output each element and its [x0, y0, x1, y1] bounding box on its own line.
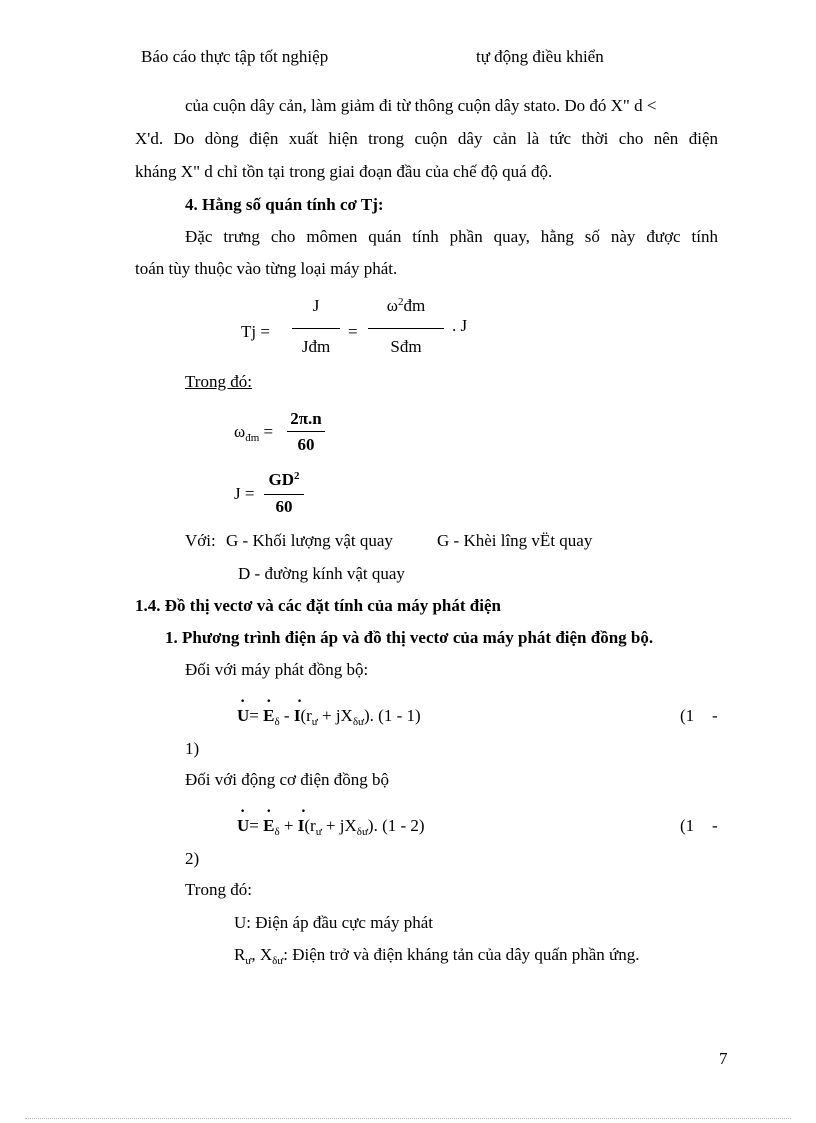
equation-1-1-number-b: -	[712, 706, 718, 725]
equation-1-1: · $U= \cdot E_\delta$ - · $I(r_ư + jX_{\delta ư})$. (1 - 1)	[237, 706, 421, 728]
heading-voltage-equation: 1. Phương trình điện áp và đồ thị vectơ của máy phát điện đồng bộ.	[165, 628, 654, 647]
trong-do-label-2: Trong đó:	[185, 880, 252, 899]
formula-tj-lhs: Tj =	[241, 322, 270, 341]
doi-voi-dong-co: Đối với động cơ điện đồng bộ	[185, 770, 390, 789]
formula-tj-den1: Jđm	[301, 337, 331, 356]
u-definition: U: Điện áp đầu cực máy phát	[234, 913, 433, 932]
formula-j-lhs: J =	[234, 484, 255, 503]
para1-line1: của cuộn dây cản, làm giảm đi từ thông cuộn dây stato. Do đó X" d <	[185, 96, 657, 115]
formula-j-den: 60	[275, 497, 293, 516]
para1-line3: kháng X" d chỉ tồn tại trong giai đoạn đầu của chế độ quá độ.	[135, 162, 553, 181]
doi-voi-may-phat: Đối với máy phát đồng bộ:	[185, 660, 369, 679]
heading-inertia-constant: 4. Hằng số quán tính cơ Tj:	[185, 195, 384, 214]
g-definition-garbled: G - Khèi lîng vËt quay	[437, 531, 593, 550]
formula-tj-tail: . J	[452, 316, 468, 335]
formula-omega-num: 2π.n	[290, 409, 322, 428]
page-number: 7	[719, 1049, 728, 1068]
formula-j-fracline	[264, 494, 304, 495]
equation-1-1-number-a: (1	[680, 706, 695, 725]
equation-1-2: · $U= \cdot E_\delta$ + · $I(r_ư + jX_{\delta ư})$. (1 - 2)	[237, 816, 425, 838]
header-left: Báo cáo thực tập tốt nghiệp	[141, 47, 329, 66]
formula-omega-den: 60	[297, 435, 315, 454]
header-right: tự động điều khiển	[476, 47, 604, 66]
formula-tj-num2: $\omega^2đm$	[386, 296, 426, 315]
footer-rule	[25, 1118, 791, 1119]
equation-1-2-number-a: (1	[680, 816, 695, 835]
formula-tj-eq: =	[348, 322, 358, 341]
para1-line2: X'd. Do dòng điện xuất hiện trong cuộn dây cản là tức thời cho nên điện	[135, 129, 718, 148]
trong-do-label-1: Trong đó:	[185, 372, 252, 391]
equation-1-2-number-b: -	[712, 816, 718, 835]
formula-tj-fracline2	[368, 328, 444, 329]
para2-line1: Đặc trưng cho mômen quán tính phần quay, hằng số này được tính	[185, 227, 718, 246]
equation-1-2-wrap: 2)	[185, 849, 200, 868]
equation-1-1-wrap: 1)	[185, 739, 200, 758]
para2-line2: toán tùy thuộc vào từng loại máy phát.	[135, 259, 398, 278]
r-x-definition: $R_ư$, $X_{\delta ư}$: Điện trở và điện kháng tản của dây quấn phần ứng.	[234, 945, 640, 967]
section-1-4-heading: 1.4. Đồ thị vectơ và các đặt tính của máy phát điện	[135, 596, 501, 615]
formula-omega-fracline	[287, 431, 325, 432]
g-definition: G - Khối lượng vật quay	[226, 531, 393, 550]
d-definition: D - đường kính vật quay	[238, 564, 405, 583]
voi-prefix: Với:	[185, 531, 216, 550]
formula-tj-fracline1	[292, 328, 340, 329]
formula-tj-den2: Sđm	[390, 337, 422, 356]
formula-tj-num1: J	[312, 296, 320, 315]
formula-omega-lhs: $\omega_{đm}$ =	[234, 422, 274, 444]
formula-j-num: $GD^2$	[268, 470, 300, 489]
